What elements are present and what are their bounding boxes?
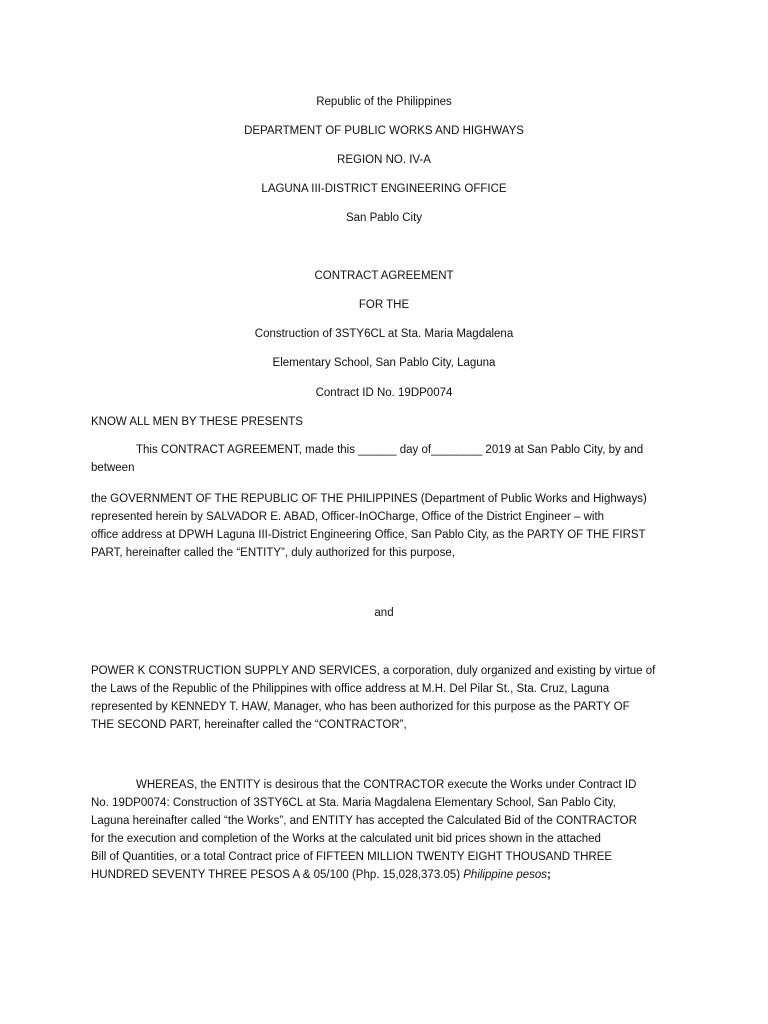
intro-paragraph <box>91 441 681 477</box>
paragraph-line: THE SECOND PART, hereinafter called the “CONTRACTOR”, <box>91 719 407 731</box>
title-contract-agreement: CONTRACT AGREEMENT <box>314 270 454 282</box>
and-separator: and <box>374 607 394 619</box>
header-department: DEPARTMENT OF PUBLIC WORKS AND HIGHWAYS <box>244 125 524 137</box>
intro-line: This CONTRACT AGREEMENT, made this ______ day of________ 2019 at San Pablo City, by and <box>136 444 644 456</box>
paragraph-line: POWER K CONSTRUCTION SUPPLY AND SERVICES, a corporation, duly organized and existing by virtue of <box>91 665 656 677</box>
price-text: HUNDRED SEVENTY THREE PESOS A & 05/100 (Php. 15,028,373.05) <box>91 869 461 881</box>
title-for-the: FOR THE <box>358 299 410 311</box>
header-city: San Pablo City <box>345 212 423 224</box>
whereas-paragraph <box>91 776 681 884</box>
header-office: LAGUNA III-DISTRICT ENGINEERING OFFICE <box>261 183 507 195</box>
paragraph-line: for the execution and completion of the Works at the calculated unit bid prices shown in the attached <box>91 833 601 845</box>
paragraph-line: Bill of Quantities, or a total Contract price of FIFTEEN MILLION TWENTY EIGHT THOUSAND THREE <box>91 851 613 863</box>
paragraph-line: PART, hereinafter called the “ENTITY”, duly authorized for this purpose, <box>91 547 455 559</box>
title-project-line2: Elementary School, San Pablo City, Laguna <box>272 357 496 369</box>
paragraph-line: WHEREAS, the ENTITY is desirous that the CONTRACTOR execute the Works under Contract ID <box>136 779 637 791</box>
paragraph-line: office address at DPWH Laguna III-District Engineering Office, San Pablo City, as the PARTY OF THE FIRST <box>91 529 646 541</box>
first-party-paragraph <box>91 490 681 562</box>
second-party-paragraph <box>91 662 681 734</box>
paragraph-line: the Laws of the Republic of the Philippines with office address at M.H. Del Pilar St., Sta. Cruz, Laguna <box>91 683 610 695</box>
title-project-line1: Construction of 3STY6CL at Sta. Maria Magdalena <box>254 328 514 340</box>
header-region: REGION NO. IV-A <box>337 154 431 166</box>
intro-line: between <box>91 462 135 474</box>
semicolon: ; <box>547 869 551 881</box>
paragraph-line-last <box>91 866 681 884</box>
paragraph-line: represented herein by SALVADOR E. ABAD, Officer-InOCharge, Office of the District Engineer – with <box>91 511 605 523</box>
paragraph-line: represented by KENNEDY T. HAW, Manager, who has been authorized for this purpose as the PARTY OF <box>91 701 630 713</box>
paragraph-line: the GOVERNMENT OF THE REPUBLIC OF THE PHILIPPINES (Department of Public Works and Highways) <box>91 493 647 505</box>
currency-text: Philippine pesos <box>463 869 548 881</box>
paragraph-line: Laguna hereinafter called “the Works”, and ENTITY has accepted the Calculated Bid of the CONTRACTOR <box>91 815 637 827</box>
know-all-men: KNOW ALL MEN BY THESE PRESENTS <box>91 416 303 428</box>
contract-id: Contract ID No. 19DP0074 <box>315 387 453 399</box>
paragraph-line: No. 19DP0074: Construction of 3STY6CL at Sta. Maria Magdalena Elementary School, San Pablo City, <box>91 797 616 809</box>
header-republic: Republic of the Philippines <box>316 96 452 108</box>
